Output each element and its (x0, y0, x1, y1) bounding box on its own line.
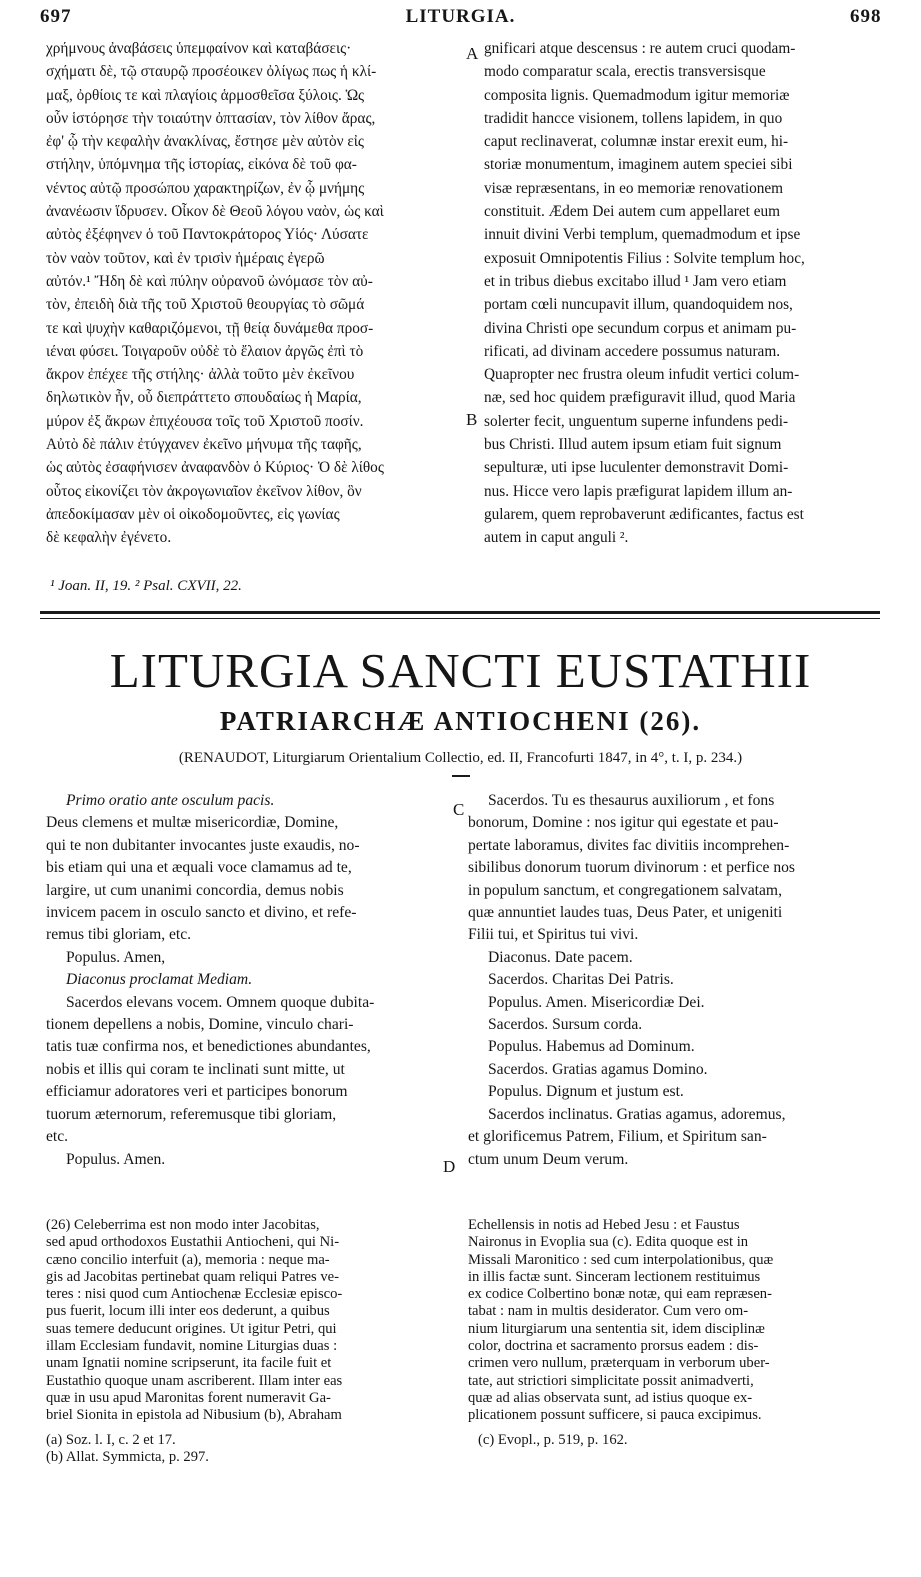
note-line: suas temere deducunt origines. Ut igitur Petri, qui (46, 1320, 337, 1337)
greek-text-line: ἄκρον ἐπέχεε τῆς στήλης· ἀλλὰ τοῦτο μὲν ἐκεῖνου (46, 366, 355, 384)
greek-text-line: ὡς αὐτὸς ἐσαφήνισεν ἀναφανδὸν ὁ Κύριος· Ὁ δὲ λίθος (46, 459, 384, 477)
note-left-column (46, 1217, 446, 1425)
liturgy-line: sibilibus donorum tuorum divinorum : et perfice nos (468, 859, 795, 877)
note-line: tate, aut strictiori simplicitate possit animadverti, (468, 1372, 754, 1389)
greek-text-line: αὐτὸς ἐξέφηνεν ὁ τοῦ Παντοκράτορος Υἱός· Λύσατε (46, 226, 369, 244)
liturgy-line: Sacerdos elevans vocem. Omnem quoque dubita- (66, 993, 375, 1011)
latin-text-line: tradidit hancce visionem, tollens lapidem, in quo (484, 109, 783, 127)
latin-text-line: solerter fecit, unguentum superne infundens pedi- (484, 412, 789, 430)
latin-text-line: rificati, ad divinam accedere possumus naturam. (484, 342, 781, 360)
greek-text-line: στήλην, ὑπόμνημα τῆς ἱστορίας, εἰκόνα δὲ τοῦ φα- (46, 156, 357, 174)
liturgy-line: tuorum æternorum, referemusque tibi gloriam, (46, 1105, 337, 1123)
title-short-rule (452, 775, 470, 777)
greek-text-line: δὲ κεφαλὴν ἐγένετο. (46, 529, 172, 547)
liturgy-line: efficiamur adoratores veri et participes bonorum (46, 1083, 348, 1101)
note-line: illam Ecclesiam fundavit, nomine Liturgias duas : (46, 1338, 338, 1355)
latin-text-line: gnificari atque descensus : re autem cruci quodam- (484, 40, 796, 57)
running-title: LITURGIA. (405, 6, 516, 27)
greek-text-line: μαξ, ὀρθίοις τε καὶ πλαγίοις ἁρμοσθεῖσα ξύλοις. Ὡς (46, 86, 365, 104)
greek-text-line: ιέναι φύσει. Τοιγαροῦν οὐδὲ τὸ ἔλαιον ἀργῶς ἐπὶ τὸ (46, 342, 364, 360)
liturgy-left-column (46, 790, 446, 1171)
note-line: pus fuerit, locum illi inter eos dederunt, a quibus (46, 1303, 330, 1320)
liturgy-line: et glorificemus Patrem, Filium, et Spiritum san- (468, 1128, 767, 1146)
latin-text-line: innuit divini Verbi templum, quemadmodum et ipse (484, 226, 801, 244)
note-reference: (a) Soz. l. I, c. 2 et 17. (46, 1432, 176, 1448)
greek-footnote: ¹ Joan. II, 19. ² Psal. CXVII, 22. (50, 578, 242, 594)
liturgy-line: Diaconus proclamat Mediam. (66, 971, 253, 989)
latin-text-line: caput reclinaverat, columnæ instar erexit eum, hi- (484, 133, 789, 151)
greek-text-line: οὗτος εἰκονίζει τὸν ἀκρογωνιαῖον ἐκεῖνον λίθον, ὃν (46, 482, 362, 500)
liturgy-line: quæ annuntiet laudes tuas, Deus Pater, et unigeniti (468, 904, 783, 922)
liturgy-line: etc. (46, 1128, 69, 1146)
latin-text-line: divina Christi ope secundum corpus et animam pu- (484, 319, 797, 337)
liturgy-line: tionem depellens a nobis, Domine, vinculo chari- (46, 1016, 354, 1034)
liturgy-line: Populus. Amen. Misericordiæ Dei. (488, 993, 705, 1011)
liturgy-right-column (468, 790, 888, 1171)
latin-text-line: sepulturæ, uti ipse luculenter demonstravit Domi- (484, 459, 789, 477)
liturgy-line: pertate laboramus, divites fac divitiis incomprehen- (468, 836, 790, 854)
liturgy-line: in populum sanctum, et congregationem salvatam, (468, 881, 782, 899)
note-reference: (b) Allat. Symmicta, p. 297. (46, 1449, 209, 1466)
liturgy-line: bonorum, Domine : nos igitur qui egestate et pau- (468, 814, 779, 832)
latin-text-line: et in tribus diebus excitabo illud ¹ Jam vero etiam (484, 272, 787, 290)
note-line: nium liturgiarum una sententia sit, idem disciplinæ (468, 1320, 765, 1337)
greek-text-line: ἀπεδοκίμασαν μὲν οἱ οἰκοδομοῦντες, εἰς γωνίας (46, 505, 340, 523)
liturgy-line: Populus. Habemus ad Dominum. (488, 1038, 695, 1056)
note-line: (26) Celeberrima est non modo inter Jacobitas, (46, 1217, 320, 1233)
note-line: plicationem possunt sufficere, si pauca excipimus. (468, 1407, 762, 1424)
margin-letter-c: C (453, 800, 465, 819)
liturgy-line: qui te non dubitanter invocantes juste exaudis, no- (46, 836, 360, 854)
note-line: ex codice Colbertino bonæ notæ, qui eam repræsen- (468, 1286, 772, 1303)
source-reference: (RENAUDOT, Liturgiarum Orientalium Collectio, ed. II, Francofurti 1847, in 4°, t. I, p. 234.) (178, 750, 743, 766)
note-line: crimen vero nullum, præterquam in verborum uber- (468, 1355, 770, 1372)
greek-column (46, 37, 466, 550)
section-divider-thick (40, 611, 880, 614)
greek-text-line: ἐφ' ᾧ τὴν κεφαλὴν ἀνακλίνας, ἔστησε μὲν αὐτὸν εἰς (46, 133, 364, 151)
liturgy-subtitle: PATRIARCHÆ ANTIOCHENI (26). (219, 706, 702, 736)
liturgy-line: remus tibi gloriam, etc. (46, 926, 192, 944)
latin-text-line: composita lignis. Quemadmodum igitur memoriæ (484, 86, 790, 104)
latin-text-line: portam cœli nuncupavit illum, quandoquidem nos, (484, 296, 793, 314)
liturgy-line: bis etiam qui una et æquali voce clamamus ad te, (46, 859, 352, 877)
greek-text-line: αὐτόν.¹ Ἤδη δὲ καὶ πύλην οὐρανοῦ ὠνόμασε τὸν αὐ- (46, 272, 373, 290)
liturgy-line: Filii tui, et Spiritus tui vivi. (468, 926, 639, 944)
liturgy-line: Sacerdos. Charitas Dei Patris. (488, 971, 674, 989)
margin-letter-a: A (466, 44, 479, 63)
note-line: briel Sionita in epistola ad Nibusium (b), Abraham (46, 1407, 342, 1424)
latin-text-line: Quapropter nec frustra oleum infudit vertici colum- (484, 366, 800, 384)
note-line: Eustathio quoque unam ascriberent. Illam inter eas (46, 1372, 343, 1389)
page-number-left: 697 (40, 6, 72, 27)
greek-text-line: νέντος αὐτῷ προσώπου χαρακτηρίζων, ἐν ᾧ μνήμης (46, 179, 365, 197)
latin-text-line: nus. Hicce vero lapis præfigurat lapidem illum an- (484, 482, 793, 500)
greek-text-line: τὸν, ἐπειδὴ διὰ τῆς τοῦ Χριστοῦ θεουργίας τὸ σῶμά (46, 296, 365, 314)
note-left-refs (46, 1432, 446, 1467)
margin-letter-b: B (466, 410, 478, 429)
note-line: sed apud orthodoxos Eustathii Antiocheni, qui Ni- (46, 1234, 340, 1251)
liturgy-line: nobis et illis qui coram te inclinati sunt mitte, ut (46, 1060, 345, 1078)
latin-text-line: exposuit Omnipotentis Filius : Solvite templum hoc, (484, 249, 805, 267)
latin-text-line: storiæ monumentum, imaginem autem speciei sibi (484, 156, 793, 174)
liturgy-line: ctum unum Deum verum. (468, 1150, 629, 1168)
note-line: cæno concilio interfuit (a), memoria : neque ma- (46, 1251, 330, 1268)
greek-text-line: χρήμνους ἀναβάσεις ὑπεμφαίνον καὶ καταβάσεις· (46, 40, 352, 57)
liturgy-line: Populus. Amen. (66, 1150, 166, 1168)
note-line: quæ in usu apud Maronitas forent numeravit Ga- (46, 1389, 331, 1406)
greek-text-line: δηλωτικὸν ἦν, οὗ διεπράττετο σπουδαίως ἡ Μαρία, (46, 389, 362, 407)
latin-text-line: visæ repræsentans, in eo memoriæ renovationem (484, 179, 784, 197)
greek-text-line: μύρον ἐξ ἄκρων ἐπιχέουσα τοῖς τοῦ Χριστοῦ ποσίν. (46, 412, 364, 430)
note-line: teres : nisi quod cum Antiochenæ Ecclesiæ episco- (46, 1286, 343, 1303)
note-line: Echellensis in notis ad Hebed Jesu : et Faustus (468, 1217, 740, 1233)
liturgy-line: Deus clemens et multæ misericordiæ, Domine, (46, 814, 339, 832)
liturgy-line: tatis tuæ confirma nos, et benedictiones abundantes, (46, 1038, 371, 1056)
note-line: Naironus in Evoplia sua (c). Edita quoque est in (468, 1234, 749, 1251)
note-line: quæ ad alias observata sunt, ad istius quoque ex- (468, 1389, 753, 1406)
liturgy-line: Primo oratio ante osculum pacis. (66, 792, 275, 809)
note-line: tabat : nam in multis desiderator. Cum vero om- (468, 1303, 749, 1320)
note-line: Missali Maronitico : sed cum interpolationibus, quæ (468, 1251, 774, 1268)
note-line: gis ad Jacobitas pertinebat quam reliqui Patres ve- (46, 1268, 340, 1285)
latin-text-line: constituit. Ædem Dei autem cum appellaret eum (484, 203, 781, 221)
note-line: in illis factæ sunt. Sinceram lectionem restituimus (468, 1268, 761, 1285)
liturgy-line: invicem pacem in osculo sancto et divino, et refe- (46, 904, 357, 922)
latin-column (484, 37, 904, 550)
liturgy-line: Sacerdos. Gratias agamus Domino. (488, 1060, 708, 1078)
latin-text-line: gularem, quem reprobaverunt ædificantes, factus est (484, 505, 804, 523)
latin-text-line: autem in caput anguli ². (484, 529, 629, 547)
note-line: color, doctrina et sacramento prorsus eadem : dis- (468, 1338, 759, 1355)
note-line: unam Ignatii nomine scripserunt, ita facile fuit et (46, 1355, 332, 1372)
greek-text-line: τε καὶ ψυχὴν καθαριζόμενοι, τῇ θείᾳ δυνάμεθα προσ- (46, 319, 374, 337)
liturgy-line: largire, ut cum unanimi concordia, demus nobis (46, 881, 344, 899)
greek-text-line: ἀνανέωσιν ἵδρυσεν. Οἶκον δὲ Θεοῦ λόγου ναὸν, ὡς καὶ (46, 203, 384, 221)
liturgy-line: Sacerdos. Sursum corda. (488, 1016, 643, 1034)
note-right-refs (478, 1432, 878, 1449)
page-number-right: 698 (850, 6, 882, 27)
margin-letter-d: D (443, 1157, 456, 1176)
greek-text-line: τὸν ναὸν τοῦτον, καὶ ἐν τρισὶν ἡμέραις ἐγερῶ (46, 249, 325, 267)
note-right-column (468, 1217, 888, 1425)
liturgy-line: Populus. Amen, (66, 948, 166, 966)
liturgy-line: Sacerdos inclinatus. Gratias agamus, adoremus, (488, 1105, 786, 1123)
greek-text-line: σχήματι δὲ, τῷ σταυρῷ προσέοικεν ὀλίγως πως ἡ κλί- (46, 63, 377, 81)
liturgy-line: Sacerdos. Tu es thesaurus auxiliorum , et fons (488, 792, 775, 809)
liturgy-line: Populus. Dignum et justum est. (488, 1083, 684, 1101)
greek-text-line: Αὐτὸ δὲ πάλιν ἐτύγχανεν ἐκεῖνο μήνυμα τῆς ταφῆς, (46, 436, 362, 454)
greek-text-line: οὖν ἱστόρησε τὴν τοιαύτην ὀπτασίαν, τὸν λίθον ἄρας, (46, 109, 376, 127)
section-divider-thin (40, 618, 880, 619)
liturgy-line: Diaconus. Date pacem. (488, 948, 633, 966)
note-reference: (c) Evopl., p. 519, p. 162. (478, 1432, 628, 1448)
latin-text-line: modo comparatur scala, erectis transversisque (484, 63, 766, 81)
latin-text-line: bus Christi. Illud autem ipsum etiam fuit signum (484, 436, 782, 454)
latin-text-line: næ, sed hoc quidem præfiguravit illud, quod Maria (484, 389, 796, 407)
liturgy-title: LITURGIA SANCTI EUSTATHII (109, 643, 812, 698)
